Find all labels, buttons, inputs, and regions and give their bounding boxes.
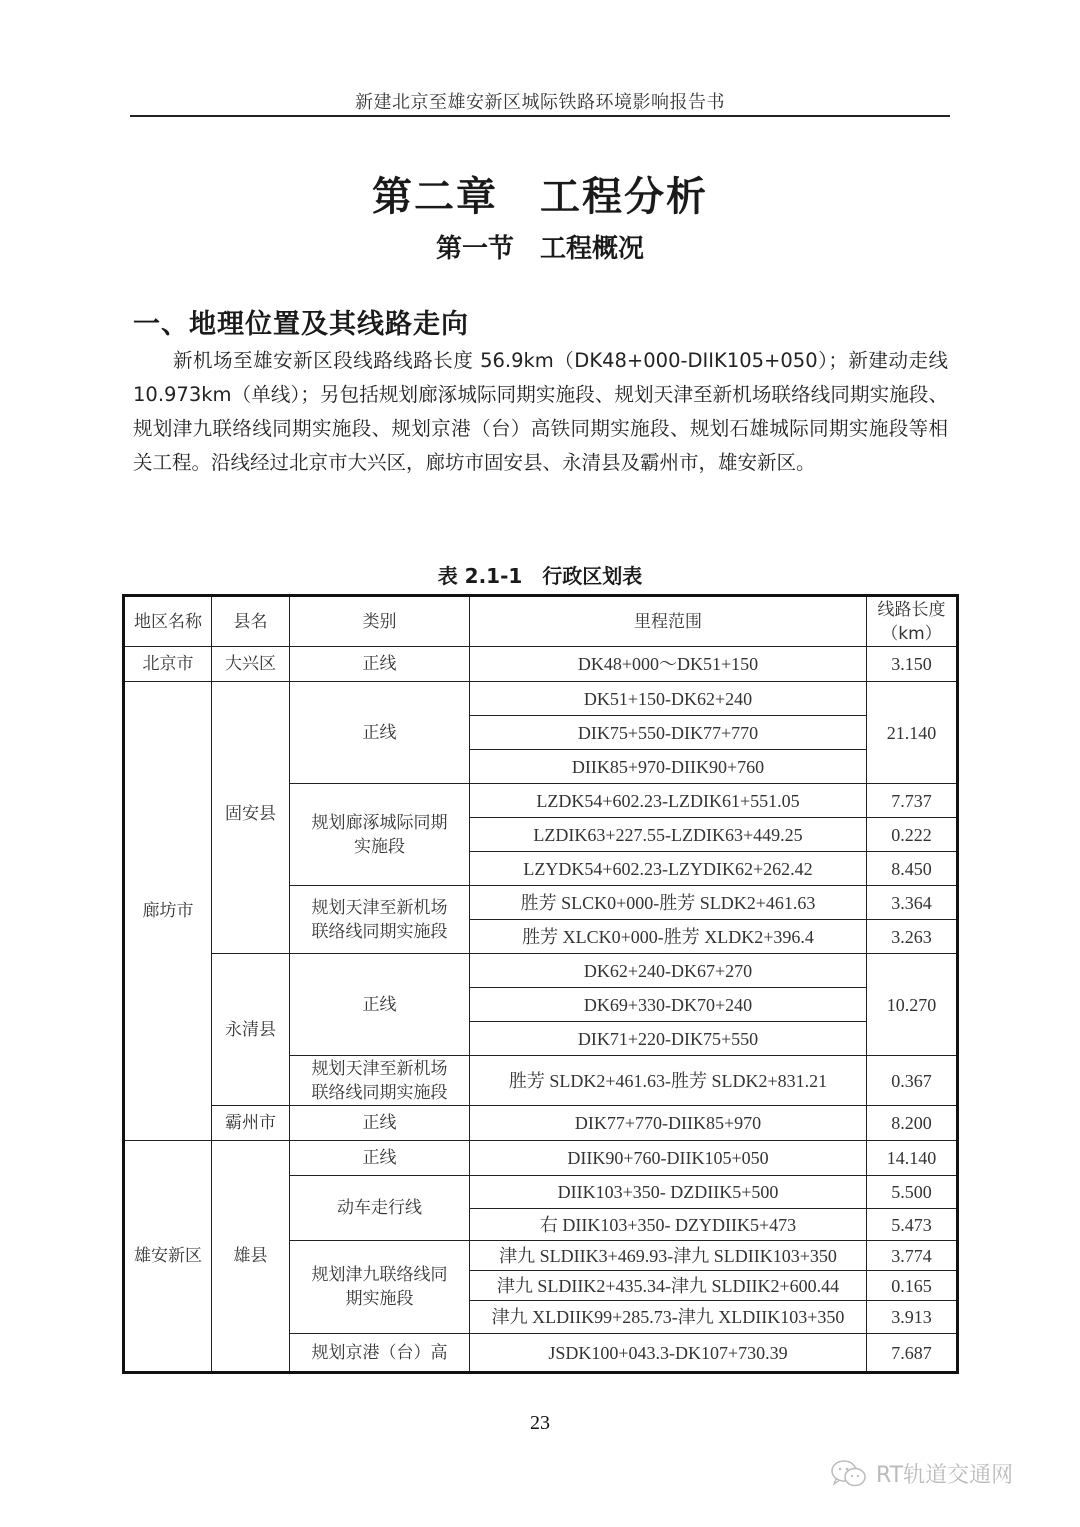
category-cell: 正线 xyxy=(290,647,470,682)
mileage-cell: LZDK54+602.23-LZDIK61+551.05 xyxy=(470,784,867,818)
category-cell: 正线 xyxy=(290,1141,470,1176)
length-cell: 8.200 xyxy=(867,1106,956,1141)
length-cell: 5.473 xyxy=(867,1209,956,1241)
length-cell: 0.222 xyxy=(867,818,956,852)
length-cell: 21.140 xyxy=(867,682,956,784)
mileage-cell: 津九 SLDIIK2+435.34-津九 SLDIIK2+600.44 xyxy=(470,1271,867,1301)
mileage-cell: DIK71+220-DIK75+550 xyxy=(470,1022,867,1056)
category-cell: 规划廊涿城际同期实施段 xyxy=(290,784,470,886)
mileage-cell: 胜芳 XLCK0+000-胜芳 XLDK2+396.4 xyxy=(470,920,867,954)
category-cell: 规划津九联络线同期实施段 xyxy=(290,1241,470,1334)
header-region: 地区名称 xyxy=(125,597,212,647)
mileage-cell: 右 DIIK103+350- DZYDIIK5+473 xyxy=(470,1209,867,1241)
category-cell: 正线 xyxy=(290,1106,470,1141)
header-mileage: 里程范围 xyxy=(470,597,867,647)
page-number: 23 xyxy=(530,1412,550,1434)
county-cell: 霸州市 xyxy=(212,1106,290,1141)
category-cell: 规划京港（台）高 xyxy=(290,1334,470,1371)
mileage-cell: DK51+150-DK62+240 xyxy=(470,682,867,716)
length-cell: 3.263 xyxy=(867,920,956,954)
category-cell: 正线 xyxy=(290,682,470,784)
length-cell: 0.367 xyxy=(867,1056,956,1106)
category-cell: 规划天津至新机场联络线同期实施段 xyxy=(290,1056,470,1106)
mileage-cell: DIIK85+970-DIIK90+760 xyxy=(470,750,867,784)
region-cell: 北京市 xyxy=(125,647,212,682)
wechat-icon xyxy=(830,1459,870,1489)
county-cell: 固安县 xyxy=(212,682,290,954)
watermark-text: RT轨道交通网 xyxy=(876,1463,1014,1488)
table-caption: 表 2.1-1 行政区划表 xyxy=(437,564,643,588)
mileage-cell: LZDIK63+227.55-LZDIK63+449.25 xyxy=(470,818,867,852)
county-cell: 大兴区 xyxy=(212,647,290,682)
mileage-cell: DIK75+550-DIK77+770 xyxy=(470,716,867,750)
header-rule xyxy=(130,115,950,117)
mileage-cell: 胜芳 SLDK2+461.63-胜芳 SLDK2+831.21 xyxy=(470,1056,867,1106)
mileage-cell: DK69+330-DK70+240 xyxy=(470,988,867,1022)
length-cell: 3.774 xyxy=(867,1241,956,1271)
mileage-cell: DK62+240-DK67+270 xyxy=(470,954,867,988)
watermark xyxy=(830,1458,1013,1489)
mileage-cell: DIIK103+350- DZDIIK5+500 xyxy=(470,1176,867,1209)
length-cell: 14.140 xyxy=(867,1141,956,1176)
length-cell: 3.150 xyxy=(867,647,956,682)
region-cell: 雄安新区 xyxy=(125,1141,212,1371)
county-cell: 雄县 xyxy=(212,1141,290,1371)
section-heading: 一、地理位置及其线路走向 xyxy=(133,309,469,340)
mileage-cell: 津九 XLDIIK99+285.73-津九 XLDIIK103+350 xyxy=(470,1301,867,1334)
header-county: 县名 xyxy=(212,597,290,647)
mileage-cell: 津九 SLDIIK3+469.93-津九 SLDIIK103+350 xyxy=(470,1241,867,1271)
length-cell: 3.913 xyxy=(867,1301,956,1334)
section-title: 第一节 工程概况 xyxy=(435,234,644,264)
paragraph-text: 新机场至雄安新区段线路线路长度 56.9km（DK48+000-DIIK105+050）；新建动走线 10.973km（单线）；另包括规划廊涿城际同期实施段、规划天津至新机场联络线同期实施段、规划津九联络线同期实施段、规划京港（台）高铁同期实施段、规划石雄城际同期实施段等相关工程。沿线经过北京市大兴区，廊坊市固安县、永清县及霸州市，雄安新区。 xyxy=(133,349,948,474)
mileage-cell: DIIK90+760-DIIK105+050 xyxy=(470,1141,867,1176)
mileage-cell: DIK77+770-DIIK85+970 xyxy=(470,1106,867,1141)
category-cell: 动车走行线 xyxy=(290,1176,470,1241)
header-category: 类别 xyxy=(290,597,470,647)
length-cell: 8.450 xyxy=(867,852,956,886)
length-cell: 0.165 xyxy=(867,1271,956,1301)
mileage-cell: JSDK100+043.3-DK107+730.39 xyxy=(470,1334,867,1371)
mileage-cell: LZYDK54+602.23-LZYDIK62+262.42 xyxy=(470,852,867,886)
chapter-title: 第二章 工程分析 xyxy=(372,174,708,220)
length-cell: 10.270 xyxy=(867,954,956,1056)
mileage-cell: DK48+000～DK51+150 xyxy=(470,647,867,682)
running-header: 新建北京至雄安新区城际铁路环境影响报告书 xyxy=(355,92,725,113)
admin-division-table xyxy=(122,594,959,1374)
body-paragraph xyxy=(133,344,948,480)
mileage-cell: 胜芳 SLCK0+000-胜芳 SLDK2+461.63 xyxy=(470,886,867,920)
length-cell: 7.737 xyxy=(867,784,956,818)
category-cell: 正线 xyxy=(290,954,470,1056)
region-cell: 廊坊市 xyxy=(125,682,212,1141)
category-cell: 规划天津至新机场联络线同期实施段 xyxy=(290,886,470,954)
length-cell: 7.687 xyxy=(891,1342,932,1363)
length-cell: 3.364 xyxy=(867,886,956,920)
length-cell: 5.500 xyxy=(867,1176,956,1209)
header-length: 线路长度（km） xyxy=(867,597,956,647)
county-cell: 永清县 xyxy=(212,954,290,1106)
